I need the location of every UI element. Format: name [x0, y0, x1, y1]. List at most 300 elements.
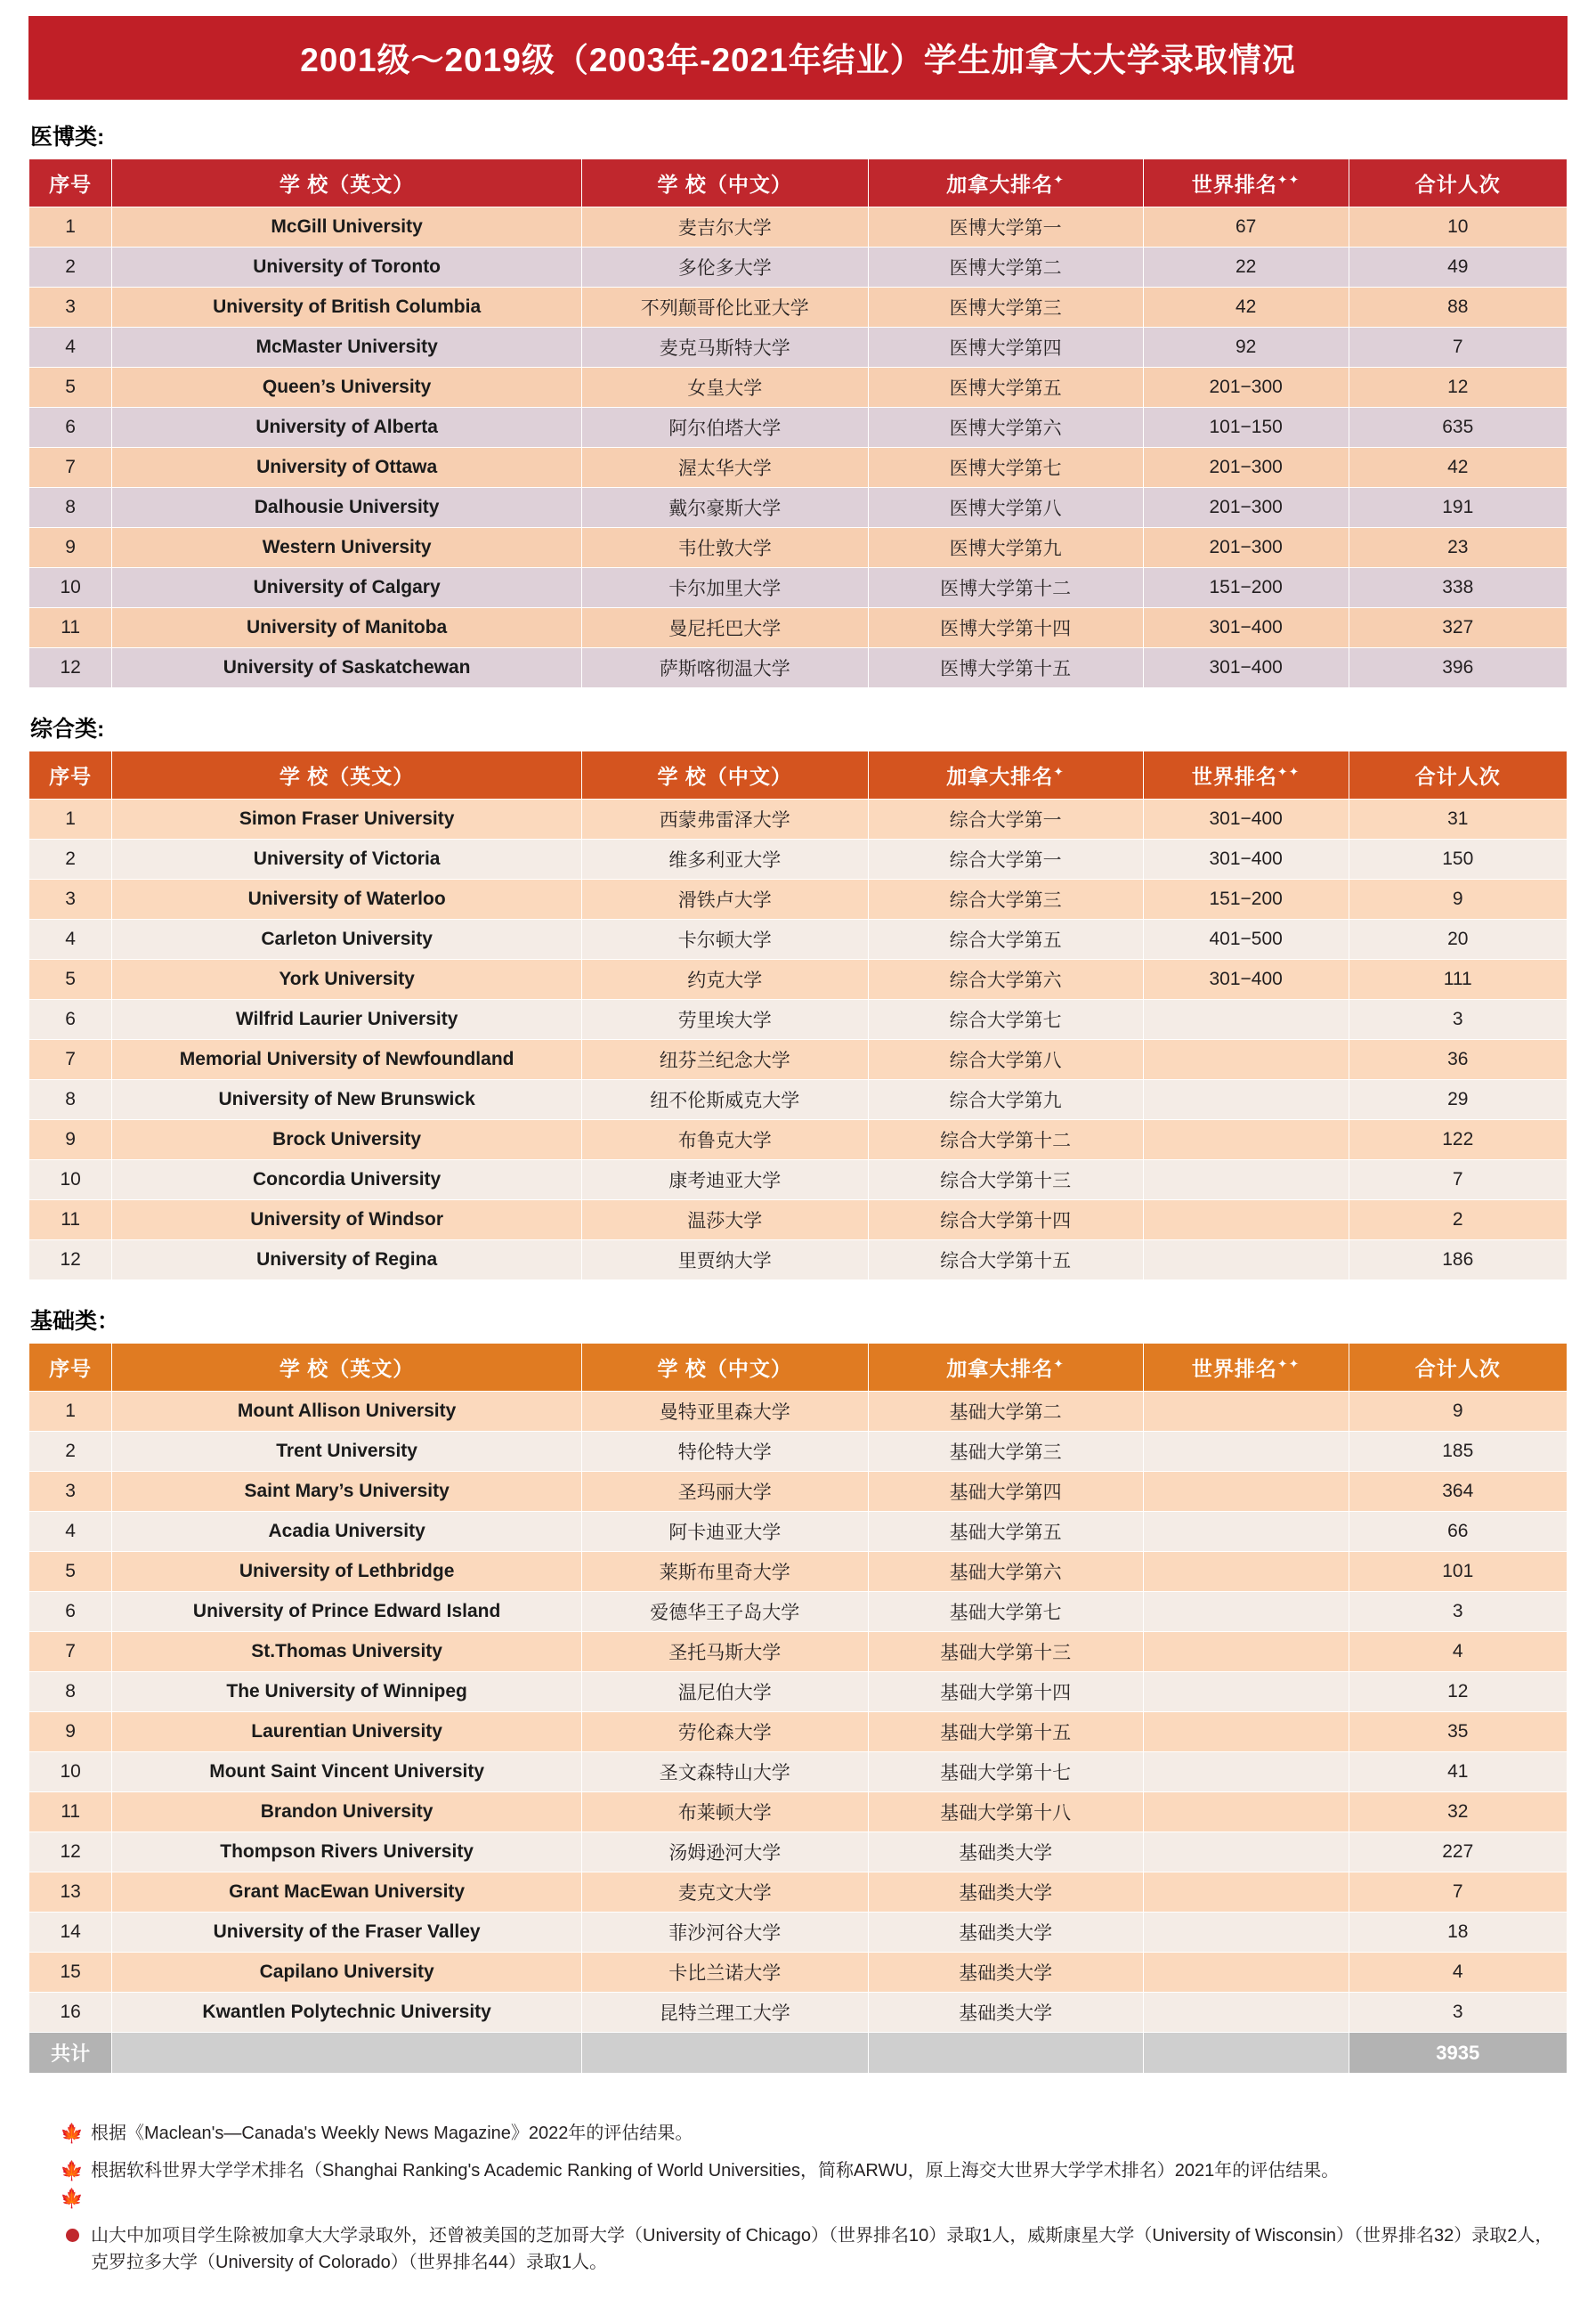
footnote-item	[53, 2157, 1568, 2213]
cell-total-count: 7	[1349, 1160, 1568, 1200]
cell-school-cn: 多伦多大学	[581, 248, 868, 288]
cell-canada-rank: 基础大学第七	[868, 1592, 1143, 1632]
footnotes	[28, 2120, 1568, 2276]
section-heading: 基础类：	[30, 1309, 120, 1334]
cell-canada-rank: 医博大学第十四	[868, 608, 1143, 648]
cell-total-count: 635	[1349, 408, 1568, 448]
cell-school-en: University of Ottawa	[112, 448, 582, 488]
table-row	[29, 608, 1568, 648]
cell-world-rank: 301−400	[1143, 608, 1349, 648]
cell-canada-rank: 综合大学第五	[868, 920, 1143, 960]
cell-total-count: 9	[1349, 880, 1568, 920]
column-header-5: 世界排名✦✦	[1143, 159, 1349, 207]
cell-school-en: University of the Fraser Valley	[112, 1913, 582, 1953]
cell-world-rank	[1143, 1712, 1349, 1752]
table-row	[29, 800, 1568, 840]
table-row	[29, 1953, 1568, 1993]
sections-container	[28, 119, 1568, 2097]
cell-school-en: Memorial University of Newfoundland	[112, 1040, 582, 1080]
cell-canada-rank: 基础大学第十八	[868, 1792, 1143, 1832]
cell-world-rank	[1143, 1913, 1349, 1953]
cell-index: 5	[29, 1552, 112, 1592]
footnote-item	[53, 2120, 1568, 2148]
table-row	[29, 1712, 1568, 1752]
cell-canada-rank: 综合大学第一	[868, 800, 1143, 840]
total-label: 共计	[29, 2033, 112, 2074]
cell-total-count: 49	[1349, 248, 1568, 288]
section-heading: 综合类:	[30, 717, 105, 742]
admissions-table	[28, 158, 1568, 688]
cell-school-en: University of Alberta	[112, 408, 582, 448]
cell-school-cn: 约克大学	[581, 960, 868, 1000]
cell-index: 16	[29, 1993, 112, 2033]
cell-canada-rank: 基础大学第四	[868, 1472, 1143, 1512]
cell-school-en: University of Regina	[112, 1240, 582, 1280]
cell-school-cn: 圣文森特山大学	[581, 1752, 868, 1792]
table-row	[29, 207, 1568, 248]
cell-world-rank	[1143, 1160, 1349, 1200]
cell-world-rank: 67	[1143, 207, 1349, 248]
cell-canada-rank: 基础类大学	[868, 1993, 1143, 2033]
table-header-row	[29, 159, 1568, 207]
cell-total-count: 150	[1349, 840, 1568, 880]
cell-total-count: 4	[1349, 1632, 1568, 1672]
cell-school-cn: 昆特兰理工大学	[581, 1993, 868, 2033]
cell-school-cn: 温尼伯大学	[581, 1672, 868, 1712]
cell-canada-rank: 医博大学第一	[868, 207, 1143, 248]
cell-total-count: 12	[1349, 1672, 1568, 1712]
column-header-1: 序号	[29, 159, 112, 207]
table-row	[29, 1200, 1568, 1240]
cell-index: 12	[29, 1240, 112, 1280]
cell-total-count: 186	[1349, 1240, 1568, 1280]
cell-index: 11	[29, 1792, 112, 1832]
table-row	[29, 568, 1568, 608]
cell-total-count: 3	[1349, 1000, 1568, 1040]
cell-world-rank: 42	[1143, 288, 1349, 328]
cell-world-rank: 22	[1143, 248, 1349, 288]
cell-school-cn: 康考迪亚大学	[581, 1160, 868, 1200]
cell-school-cn: 滑铁卢大学	[581, 880, 868, 920]
column-header-4: 加拿大排名✦	[868, 159, 1143, 207]
cell-index: 14	[29, 1913, 112, 1953]
cell-index: 7	[29, 1632, 112, 1672]
cell-index: 3	[29, 880, 112, 920]
cell-index: 2	[29, 840, 112, 880]
cell-school-en: University of Toronto	[112, 248, 582, 288]
table-row	[29, 408, 1568, 448]
cell-school-cn: 曼尼托巴大学	[581, 608, 868, 648]
table-row	[29, 1000, 1568, 1040]
maple-leaf-icon	[53, 2120, 91, 2148]
cell-world-rank: 201−300	[1143, 528, 1349, 568]
cell-school-cn: 不列颠哥伦比亚大学	[581, 288, 868, 328]
column-header-5: 世界排名✦✦	[1143, 1344, 1349, 1392]
column-header-2: 学 校（英文）	[112, 751, 582, 800]
cell-school-cn: 圣玛丽大学	[581, 1472, 868, 1512]
cell-world-rank: 301−400	[1143, 840, 1349, 880]
cell-school-en: The University of Winnipeg	[112, 1672, 582, 1712]
cell-total-count: 18	[1349, 1913, 1568, 1953]
cell-total-count: 338	[1349, 568, 1568, 608]
cell-index: 8	[29, 488, 112, 528]
bullet-dot-icon	[66, 2229, 79, 2242]
cell-school-cn: 渥太华大学	[581, 448, 868, 488]
cell-world-rank: 301−400	[1143, 800, 1349, 840]
table-row	[29, 840, 1568, 880]
cell-world-rank	[1143, 1792, 1349, 1832]
cell-total-count: 66	[1349, 1512, 1568, 1552]
cell-school-en: St.Thomas University	[112, 1632, 582, 1672]
cell-world-rank: 301−400	[1143, 960, 1349, 1000]
cell-world-rank	[1143, 1752, 1349, 1792]
cell-total-count: 88	[1349, 288, 1568, 328]
cell-school-cn: 里贾纳大学	[581, 1240, 868, 1280]
table-row	[29, 1872, 1568, 1913]
cell-total-count: 29	[1349, 1080, 1568, 1120]
cell-world-rank	[1143, 1200, 1349, 1240]
cell-total-count: 32	[1349, 1792, 1568, 1832]
cell-canada-rank: 综合大学第十二	[868, 1120, 1143, 1160]
cell-canada-rank: 综合大学第六	[868, 960, 1143, 1000]
table-row	[29, 1080, 1568, 1120]
table-row	[29, 528, 1568, 568]
cell-world-rank	[1143, 1000, 1349, 1040]
table-row	[29, 1752, 1568, 1792]
cell-school-cn: 西蒙弗雷泽大学	[581, 800, 868, 840]
cell-total-count: 185	[1349, 1432, 1568, 1472]
cell-school-cn: 阿尔伯塔大学	[581, 408, 868, 448]
cell-school-cn: 麦克马斯特大学	[581, 328, 868, 368]
cell-world-rank: 151−200	[1143, 568, 1349, 608]
cell-school-cn: 维多利亚大学	[581, 840, 868, 880]
cell-world-rank	[1143, 1552, 1349, 1592]
table-row	[29, 1592, 1568, 1632]
footnote-marker-icon: ✦	[1053, 764, 1065, 779]
cell-canada-rank: 医博大学第七	[868, 448, 1143, 488]
admissions-table	[28, 751, 1568, 1280]
cell-total-count: 7	[1349, 328, 1568, 368]
cell-index: 6	[29, 1000, 112, 1040]
cell-school-en: Mount Allison University	[112, 1392, 582, 1432]
cell-school-en: University of Manitoba	[112, 608, 582, 648]
cell-school-cn: 布鲁克大学	[581, 1120, 868, 1160]
total-blank-cell	[868, 2033, 1143, 2074]
cell-world-rank: 151−200	[1143, 880, 1349, 920]
cell-world-rank: 92	[1143, 328, 1349, 368]
cell-index: 12	[29, 648, 112, 688]
cell-school-cn: 麦克文大学	[581, 1872, 868, 1913]
cell-index: 1	[29, 207, 112, 248]
maple-leaf-icon: 🍁	[60, 2124, 85, 2144]
column-header-4: 加拿大排名✦	[868, 1344, 1143, 1392]
cell-school-cn: 劳里埃大学	[581, 1000, 868, 1040]
cell-school-en: Saint Mary’s University	[112, 1472, 582, 1512]
cell-school-en: University of New Brunswick	[112, 1080, 582, 1120]
cell-school-en: University of British Columbia	[112, 288, 582, 328]
cell-school-cn: 莱斯布里奇大学	[581, 1552, 868, 1592]
cell-world-rank	[1143, 1392, 1349, 1432]
cell-total-count: 364	[1349, 1472, 1568, 1512]
table-row	[29, 288, 1568, 328]
cell-school-en: University of Saskatchewan	[112, 648, 582, 688]
cell-index: 6	[29, 1592, 112, 1632]
footnote-marker-icon: ✦✦	[1276, 764, 1300, 779]
cell-canada-rank: 基础类大学	[868, 1953, 1143, 1993]
cell-world-rank: 101−150	[1143, 408, 1349, 448]
column-header-4: 加拿大排名✦	[868, 751, 1143, 800]
cell-total-count: 2	[1349, 1200, 1568, 1240]
cell-school-cn: 麦吉尔大学	[581, 207, 868, 248]
cell-total-count: 227	[1349, 1832, 1568, 1872]
cell-index: 13	[29, 1872, 112, 1913]
cell-school-en: Capilano University	[112, 1953, 582, 1993]
cell-school-cn: 纽不伦斯威克大学	[581, 1080, 868, 1120]
column-header-1: 序号	[29, 1344, 112, 1392]
cell-canada-rank: 医博大学第十二	[868, 568, 1143, 608]
cell-canada-rank: 基础大学第十七	[868, 1752, 1143, 1792]
cell-school-en: Brandon University	[112, 1792, 582, 1832]
section-spacer	[28, 2074, 1568, 2097]
cell-index: 10	[29, 1752, 112, 1792]
cell-school-en: Western University	[112, 528, 582, 568]
cell-canada-rank: 综合大学第十五	[868, 1240, 1143, 1280]
cell-school-cn: 纽芬兰纪念大学	[581, 1040, 868, 1080]
cell-school-en: Grant MacEwan University	[112, 1872, 582, 1913]
cell-world-rank	[1143, 1512, 1349, 1552]
footnote-text: 根据《Maclean's—Canada's Weekly News Magazine》2022年的评估结果。	[91, 2124, 693, 2143]
cell-canada-rank: 综合大学第九	[868, 1080, 1143, 1120]
cell-school-cn: 布莱顿大学	[581, 1792, 868, 1832]
cell-canada-rank: 医博大学第九	[868, 528, 1143, 568]
cell-canada-rank: 综合大学第三	[868, 880, 1143, 920]
cell-school-cn: 劳伦森大学	[581, 1712, 868, 1752]
table-row	[29, 880, 1568, 920]
cell-index: 8	[29, 1672, 112, 1712]
cell-school-cn: 戴尔豪斯大学	[581, 488, 868, 528]
cell-school-en: Brock University	[112, 1120, 582, 1160]
cell-school-en: University of Windsor	[112, 1200, 582, 1240]
cell-canada-rank: 综合大学第十四	[868, 1200, 1143, 1240]
cell-school-cn: 卡比兰诺大学	[581, 1953, 868, 1993]
cell-canada-rank: 基础大学第二	[868, 1392, 1143, 1432]
cell-canada-rank: 医博大学第四	[868, 328, 1143, 368]
section-heading: 医博类:	[30, 125, 105, 150]
cell-index: 3	[29, 1472, 112, 1512]
section-1	[28, 119, 1568, 711]
cell-total-count: 23	[1349, 528, 1568, 568]
cell-school-en: Wilfrid Laurier University	[112, 1000, 582, 1040]
cell-total-count: 191	[1349, 488, 1568, 528]
cell-index: 10	[29, 568, 112, 608]
table-row	[29, 1392, 1568, 1432]
cell-index: 3	[29, 288, 112, 328]
cell-school-en: Acadia University	[112, 1512, 582, 1552]
cell-school-en: Dalhousie University	[112, 488, 582, 528]
cell-total-count: 111	[1349, 960, 1568, 1000]
cell-school-en: Queen’s University	[112, 368, 582, 408]
cell-world-rank	[1143, 1872, 1349, 1913]
cell-canada-rank: 医博大学第三	[868, 288, 1143, 328]
column-header-1: 序号	[29, 751, 112, 800]
table-row	[29, 1432, 1568, 1472]
cell-index: 7	[29, 1040, 112, 1080]
cell-school-en: Mount Saint Vincent University	[112, 1752, 582, 1792]
cell-world-rank	[1143, 1632, 1349, 1672]
cell-total-count: 101	[1349, 1552, 1568, 1592]
cell-world-rank	[1143, 1432, 1349, 1472]
table-row	[29, 1120, 1568, 1160]
cell-school-cn: 萨斯喀彻温大学	[581, 648, 868, 688]
cell-total-count: 42	[1349, 448, 1568, 488]
cell-total-count: 7	[1349, 1872, 1568, 1913]
table-row	[29, 1512, 1568, 1552]
footnote-marker-icon: ✦	[1053, 1356, 1065, 1371]
cell-world-rank: 201−300	[1143, 488, 1349, 528]
cell-total-count: 20	[1349, 920, 1568, 960]
cell-school-en: Thompson Rivers University	[112, 1832, 582, 1872]
cell-canada-rank: 综合大学第七	[868, 1000, 1143, 1040]
cell-world-rank	[1143, 1672, 1349, 1712]
column-header-3: 学 校（中文）	[581, 1344, 868, 1392]
cell-index: 4	[29, 328, 112, 368]
cell-canada-rank: 综合大学第十三	[868, 1160, 1143, 1200]
cell-world-rank	[1143, 1993, 1349, 2033]
cell-school-cn: 特伦特大学	[581, 1432, 868, 1472]
table-row	[29, 1792, 1568, 1832]
table-row	[29, 248, 1568, 288]
maple-leaf-double-icon: 🍁🍁	[60, 2160, 85, 2209]
cell-school-cn: 曼特亚里森大学	[581, 1392, 868, 1432]
table-row	[29, 448, 1568, 488]
cell-school-en: McMaster University	[112, 328, 582, 368]
cell-total-count: 36	[1349, 1040, 1568, 1080]
column-header-6: 合计人次	[1349, 751, 1568, 800]
cell-school-cn: 温莎大学	[581, 1200, 868, 1240]
table-row	[29, 960, 1568, 1000]
cell-canada-rank: 基础大学第三	[868, 1432, 1143, 1472]
table-row	[29, 1832, 1568, 1872]
total-blank-cell	[581, 2033, 868, 2074]
cell-index: 8	[29, 1080, 112, 1120]
cell-school-en: University of Calgary	[112, 568, 582, 608]
cell-total-count: 9	[1349, 1392, 1568, 1432]
cell-index: 12	[29, 1832, 112, 1872]
cell-canada-rank: 综合大学第一	[868, 840, 1143, 880]
cell-canada-rank: 基础类大学	[868, 1832, 1143, 1872]
cell-canada-rank: 医博大学第二	[868, 248, 1143, 288]
column-header-2: 学 校（英文）	[112, 1344, 582, 1392]
cell-index: 7	[29, 448, 112, 488]
cell-index: 11	[29, 1200, 112, 1240]
cell-total-count: 3	[1349, 1993, 1568, 2033]
cell-canada-rank: 医博大学第八	[868, 488, 1143, 528]
cell-school-en: Laurentian University	[112, 1712, 582, 1752]
column-header-6: 合计人次	[1349, 1344, 1568, 1392]
section-3	[28, 1304, 1568, 2097]
table-row	[29, 1040, 1568, 1080]
cell-school-cn: 韦仕敦大学	[581, 528, 868, 568]
cell-canada-rank: 基础大学第五	[868, 1512, 1143, 1552]
cell-world-rank: 401−500	[1143, 920, 1349, 960]
cell-school-en: Concordia University	[112, 1160, 582, 1200]
cell-school-en: Simon Fraser University	[112, 800, 582, 840]
section-2	[28, 711, 1568, 1304]
table-row	[29, 368, 1568, 408]
cell-canada-rank: 基础类大学	[868, 1913, 1143, 1953]
total-value: 3935	[1349, 2033, 1568, 2074]
cell-world-rank: 201−300	[1143, 448, 1349, 488]
cell-school-cn: 爱德华王子岛大学	[581, 1592, 868, 1632]
admissions-table	[28, 1343, 1568, 2074]
cell-school-en: Carleton University	[112, 920, 582, 960]
footnote-item	[53, 2222, 1568, 2276]
cell-world-rank	[1143, 1240, 1349, 1280]
column-header-6: 合计人次	[1349, 159, 1568, 207]
bullet-dot-icon	[53, 2222, 91, 2250]
cell-school-cn: 女皇大学	[581, 368, 868, 408]
cell-canada-rank: 基础大学第十四	[868, 1672, 1143, 1712]
cell-total-count: 3	[1349, 1592, 1568, 1632]
cell-total-count: 35	[1349, 1712, 1568, 1752]
cell-total-count: 327	[1349, 608, 1568, 648]
footnote-text: 根据软科世界大学学术排名（Shanghai Ranking's Academic Ranking of World Universities，简称ARWU，原上海交大世界大学学术排名）2021年的评估结果。	[91, 2160, 1340, 2181]
cell-canada-rank: 综合大学第八	[868, 1040, 1143, 1080]
cell-index: 1	[29, 800, 112, 840]
cell-school-cn: 阿卡迪亚大学	[581, 1512, 868, 1552]
cell-canada-rank: 基础类大学	[868, 1872, 1143, 1913]
cell-index: 10	[29, 1160, 112, 1200]
column-header-3: 学 校（中文）	[581, 159, 868, 207]
cell-world-rank	[1143, 1120, 1349, 1160]
cell-total-count: 10	[1349, 207, 1568, 248]
table-row	[29, 328, 1568, 368]
cell-school-cn: 菲沙河谷大学	[581, 1913, 868, 1953]
table-row	[29, 1160, 1568, 1200]
cell-world-rank	[1143, 1472, 1349, 1512]
cell-world-rank	[1143, 1592, 1349, 1632]
cell-canada-rank: 医博大学第十五	[868, 648, 1143, 688]
cell-total-count: 122	[1349, 1120, 1568, 1160]
column-header-5: 世界排名✦✦	[1143, 751, 1349, 800]
table-row	[29, 1913, 1568, 1953]
table-row	[29, 648, 1568, 688]
cell-index: 5	[29, 960, 112, 1000]
cell-canada-rank: 基础大学第六	[868, 1552, 1143, 1592]
cell-school-en: McGill University	[112, 207, 582, 248]
cell-school-en: University of Waterloo	[112, 880, 582, 920]
table-header-row	[29, 751, 1568, 800]
cell-world-rank	[1143, 1080, 1349, 1120]
cell-school-cn: 卡尔加里大学	[581, 568, 868, 608]
cell-index: 4	[29, 920, 112, 960]
cell-total-count: 12	[1349, 368, 1568, 408]
page-title: 2001级～2019级（2003年-2021年结业）学生加拿大大学录取情况	[28, 16, 1568, 100]
section-spacer	[28, 688, 1568, 711]
table-row	[29, 1552, 1568, 1592]
footnote-text: 山大中加项目学生除被加拿大大学录取外，还曾被美国的芝加哥大学（University of Chicago）（世界排名10）录取1人，威斯康星大学（University of Wisconsin）（世界排名32）录取2人，克罗拉多大学（University of Colorado）（世界排名44）录取1人。	[91, 2225, 1553, 2272]
section-spacer	[28, 1280, 1568, 1304]
cell-index: 9	[29, 1712, 112, 1752]
cell-index: 4	[29, 1512, 112, 1552]
cell-total-count: 41	[1349, 1752, 1568, 1792]
cell-school-cn: 卡尔顿大学	[581, 920, 868, 960]
cell-index: 2	[29, 1432, 112, 1472]
cell-world-rank: 201−300	[1143, 368, 1349, 408]
cell-school-en: Trent University	[112, 1432, 582, 1472]
cell-school-en: University of Prince Edward Island	[112, 1592, 582, 1632]
cell-school-en: University of Lethbridge	[112, 1552, 582, 1592]
